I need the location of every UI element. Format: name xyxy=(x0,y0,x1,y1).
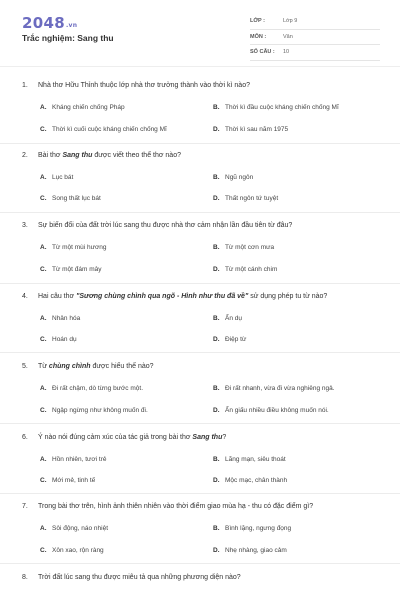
option-a[interactable]: A. Hồn nhiên, tươi trẻ xyxy=(40,456,107,463)
question-text: 7. Trong bài thơ trên, hình ảnh thiên nhiên vào thời điểm giao mùa hạ - thu có đặc điểm gì? xyxy=(22,503,314,510)
option-a[interactable]: A. Đi rất chậm, dò từng bước một. xyxy=(40,385,143,392)
question-divider xyxy=(0,212,400,213)
option-d[interactable]: D. Thời kì sau năm 1975 xyxy=(213,126,289,133)
option-a[interactable]: A. Lục bát xyxy=(40,174,74,181)
option-b[interactable]: B. Đi rất nhanh, vừa đi vừa nghiêng ngả. xyxy=(213,385,335,392)
option-b[interactable]: B. Lãng mạn, siêu thoát xyxy=(213,456,286,463)
question-text: 2. Bài thơ Sang thu được viết theo thể thơ nào? xyxy=(22,152,181,159)
question-divider xyxy=(0,493,400,494)
option-c[interactable]: C. Song thất lục bát xyxy=(40,195,101,202)
question-divider xyxy=(0,563,400,564)
meta-key: MÔN : xyxy=(250,33,267,40)
meta-value: Văn xyxy=(283,33,293,40)
site-logo[interactable]: 2048.vn xyxy=(22,14,78,32)
question-text: 8. Trời đất lúc sang thu được miêu tả qua những phương diện nào? xyxy=(22,574,241,581)
question-text: 6. Ý nào nói đúng cảm xúc của tác giả trong bài thơ Sang thu? xyxy=(22,434,227,441)
meta-key: LỚP : xyxy=(250,18,265,24)
meta-row-count xyxy=(250,45,380,61)
quiz-meta xyxy=(250,14,380,61)
quiz-title: Trắc nghiệm: Sang thu xyxy=(22,33,114,43)
option-b[interactable]: B. Ngũ ngôn xyxy=(213,174,254,181)
option-c[interactable]: C. Mới mẻ, tinh tế xyxy=(40,477,96,484)
option-a[interactable]: A. Từ một mùi hương xyxy=(40,244,107,251)
question-text: 5. Từ chùng chình được hiểu thế nào? xyxy=(22,363,154,370)
header-divider xyxy=(0,66,400,67)
option-c[interactable]: C. Từ một đám mây xyxy=(40,266,102,273)
option-a[interactable]: A. Nhân hóa xyxy=(40,315,81,322)
option-c[interactable]: C. Ngập ngừng như không muốn đi. xyxy=(40,407,148,414)
option-d[interactable]: D. Thất ngôn tứ tuyệt xyxy=(213,195,279,202)
option-d[interactable]: D. Nhẹ nhàng, giao cảm xyxy=(213,547,287,554)
option-d[interactable]: D. Ẩn giấu nhiều điều không muốn nói. xyxy=(213,407,329,414)
option-c[interactable]: C. Hoán dụ xyxy=(40,336,77,343)
option-b[interactable]: B. Từ một cơn mưa xyxy=(213,244,275,251)
meta-value: Lớp 9 xyxy=(283,18,298,24)
question-divider xyxy=(0,423,400,424)
option-c[interactable]: C. Thời kì cuối cuộc kháng chiến chống Mĩ xyxy=(40,126,167,133)
question-divider xyxy=(0,283,400,284)
question-divider xyxy=(0,143,400,144)
meta-row-class xyxy=(250,14,380,30)
option-b[interactable]: B. Thời kì đầu cuộc kháng chiến chống Mĩ xyxy=(213,104,339,111)
option-d[interactable]: D. Từ một cánh chim xyxy=(213,266,278,273)
meta-key: SỐ CÂU : xyxy=(250,49,275,55)
question-text: 4. Hai câu thơ "Sương chùng chình qua ngõ - Hình như thu đã về" sử dụng phép tu từ nào? xyxy=(22,293,328,300)
question-text: 3. Sự biến đổi của đất trời lúc sang thu được nhà thơ cảm nhận lần đầu tiên từ đâu? xyxy=(22,222,293,229)
page-header xyxy=(0,0,400,66)
option-d[interactable]: D. Mộc mạc, chân thành xyxy=(213,477,288,484)
option-d[interactable]: D. Điệp từ xyxy=(213,336,247,343)
option-b[interactable]: B. Bình lặng, ngưng đọng xyxy=(213,525,292,532)
option-a[interactable]: A. Kháng chiến chống Pháp xyxy=(40,104,125,111)
question-text: 1. Nhà thơ Hữu Thỉnh thuộc lớp nhà thơ trưởng thành vào thời kì nào? xyxy=(22,82,250,89)
question-divider xyxy=(0,352,400,353)
meta-row-subject xyxy=(250,30,380,46)
option-c[interactable]: C. Xôn xao, rộn ràng xyxy=(40,547,104,554)
option-b[interactable]: B. Ẩn dụ xyxy=(213,315,242,322)
option-a[interactable]: A. Sôi động, náo nhiệt xyxy=(40,525,109,532)
meta-value: 10 xyxy=(283,49,290,55)
